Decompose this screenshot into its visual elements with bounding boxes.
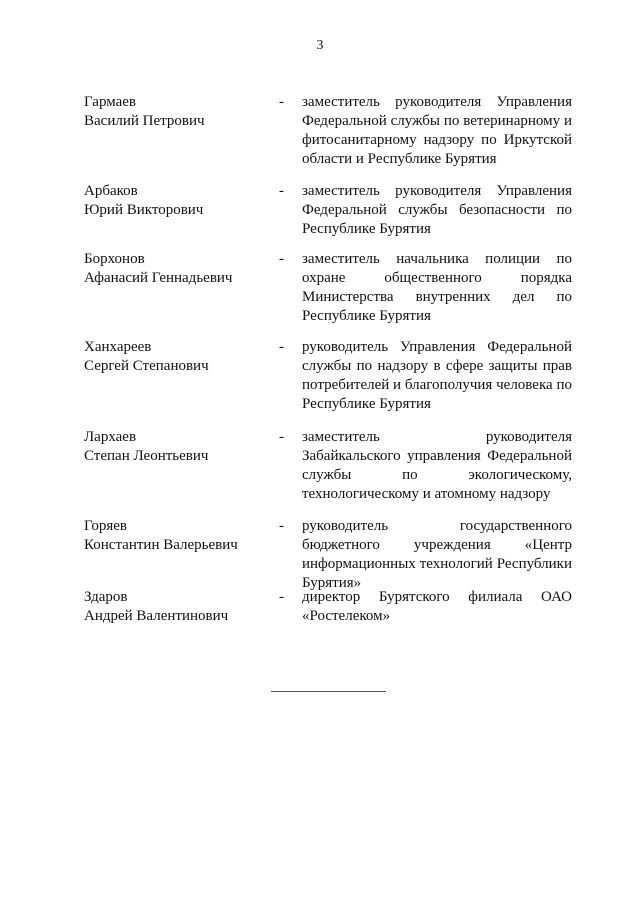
member-name xyxy=(84,517,274,555)
separator-dash: - xyxy=(279,94,284,110)
member-name xyxy=(84,250,274,288)
member-list xyxy=(0,93,640,648)
separator-dash: - xyxy=(279,339,284,355)
separator-dash: - xyxy=(279,251,284,267)
member-given-names: Андрей Валентинович xyxy=(84,608,229,624)
member-given-names: Степан Леонтьевич xyxy=(84,448,209,464)
member-surname: Здаров xyxy=(84,589,128,605)
member-entry xyxy=(0,588,640,648)
member-position: руководитель государственного бюджетного учреждения «Центр информационных технологий Республики Бурятия» xyxy=(302,518,572,591)
separator-dash: - xyxy=(279,589,284,605)
member-entry xyxy=(0,338,640,428)
member-name xyxy=(84,428,274,466)
member-given-names: Василий Петрович xyxy=(84,113,205,129)
member-entry xyxy=(0,250,640,338)
member-entry xyxy=(0,93,640,182)
page-number: 3 xyxy=(316,38,324,53)
member-name xyxy=(84,588,274,626)
member-surname: Борхонов xyxy=(84,251,145,267)
separator-dash: - xyxy=(279,429,284,445)
member-position: заместитель руководителя Управления Федеральной службы безопасности по Республике Бурятия xyxy=(302,183,572,237)
member-given-names: Юрий Викторович xyxy=(84,202,204,218)
member-position: заместитель руководителя Управления Федеральной службы по ветеринарному и фитосанитарному надзору по Иркутской области и Республике Бурятия xyxy=(302,94,572,167)
member-position: директор Бурятского филиала ОАО «Ростелеком» xyxy=(302,589,572,624)
member-surname: Арбаков xyxy=(84,183,138,199)
member-surname: Лархаев xyxy=(84,429,137,445)
member-given-names: Сергей Степанович xyxy=(84,358,209,374)
member-position: заместитель руководителя Забайкальского управления Федеральной службы по экологическому, технологическому и атомному надзору xyxy=(302,429,572,502)
member-entry xyxy=(0,182,640,250)
member-name xyxy=(84,182,274,220)
member-given-names: Афанасий Геннадьевич xyxy=(84,270,233,286)
member-entry xyxy=(0,428,640,517)
member-position: руководитель Управления Федеральной службы по надзору в сфере защиты прав потребителей и благополучия человека по Республике Бурятия xyxy=(302,339,572,412)
separator-dash: - xyxy=(279,183,284,199)
member-given-names: Константин Валерьевич xyxy=(84,537,238,553)
member-name xyxy=(84,338,274,376)
member-surname: Горяев xyxy=(84,518,127,534)
member-surname: Гармаев xyxy=(84,94,137,110)
member-name xyxy=(84,93,274,131)
member-surname: Ханхареев xyxy=(84,339,152,355)
closing-divider-line xyxy=(271,691,386,692)
member-entry xyxy=(0,517,640,591)
separator-dash: - xyxy=(279,518,284,534)
member-position: заместитель начальника полиции по охране общественного порядка Министерства внутренних дел по Республике Бурятия xyxy=(302,251,572,324)
